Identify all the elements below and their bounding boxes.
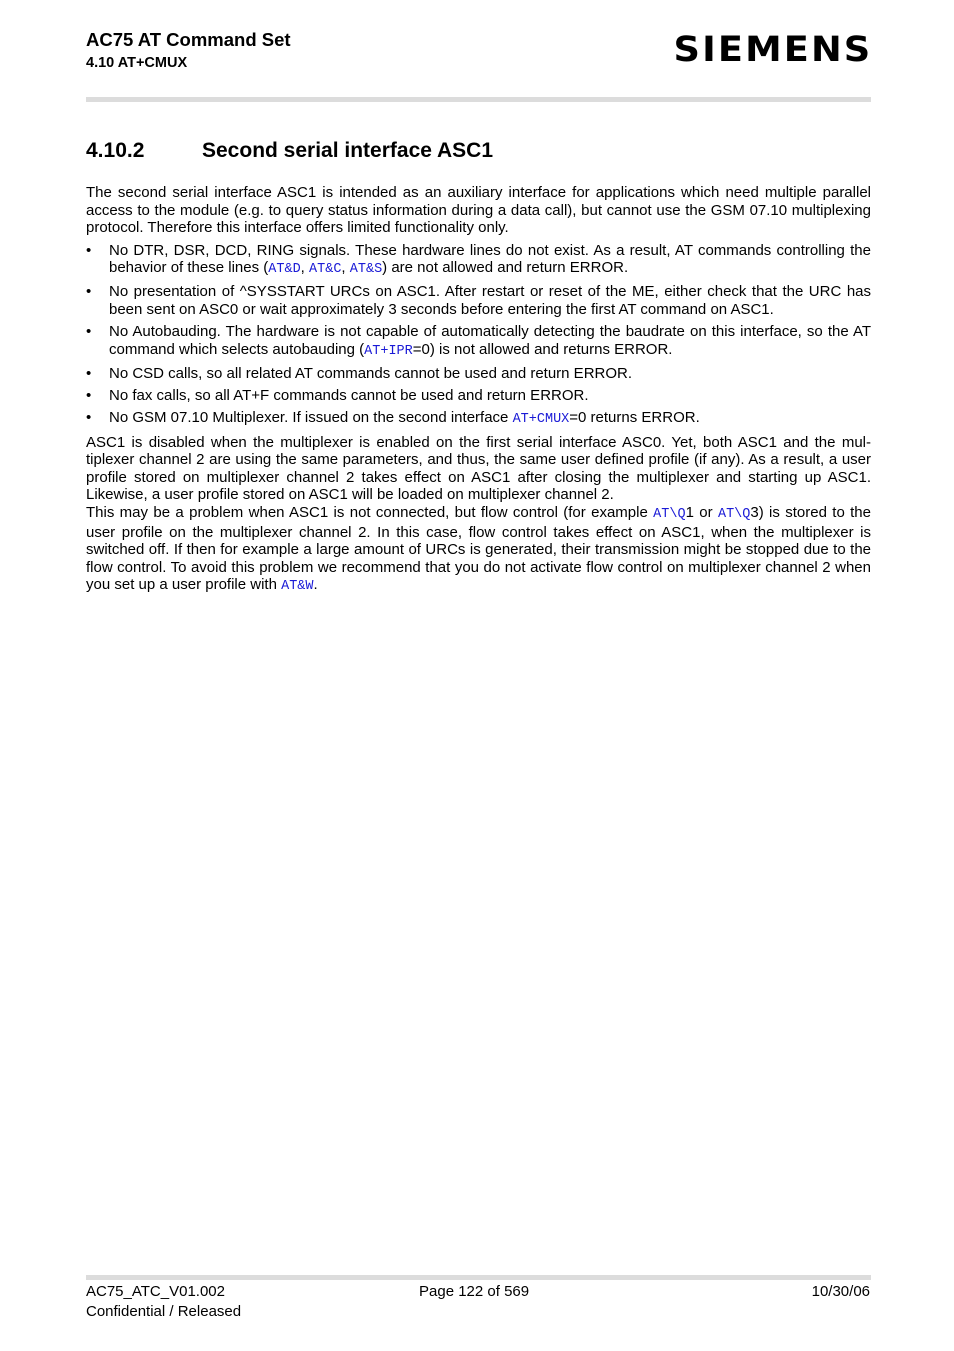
body-content	[86, 184, 871, 596]
footer-page-number: Page 122 of 569	[419, 1283, 530, 1300]
restriction-list	[86, 242, 871, 429]
intro-paragraph: The second serial interface ASC1 is intended as an auxiliary interface for applications which need multiple parallel access to the module (e.g. to query status information during a data call), but cannot use the GSM 07.10 multiplexing protocol. Therefore this interface offers limited functionality only.	[86, 184, 871, 237]
at-d-link[interactable]: AT&D	[268, 262, 301, 278]
at-q-link[interactable]: AT\Q	[717, 507, 751, 522]
list-item: • No DTR, DSR, DCD, RING signals. These hardware lines do not exist. As a result, AT commands controlling the behavior of these lines (AT&D, AT&C, AT&S) are not allowed and return ERROR.	[86, 241, 871, 278]
at-ipr-link[interactable]: AT+IPR	[364, 343, 413, 359]
at-cmux-link[interactable]: AT+CMUX	[512, 412, 570, 428]
flow-control-paragraph: This may be a problem when ASC1 is not connected, but flow control (for example AT\Q1 or AT\Q3) is stored to the user profile on the multiplexer channel 2. In this case, flow control takes effect on ASC1, when the multiplexer is switched off. If then for example a large amount of URCs is generated, their transmission might be stopped due to the flow control. To avoid this problem we recommend that you do not activate flow control on multiplexer channel 2 when you set up a user profile with AT&W.	[86, 504, 871, 595]
section-number: 4.10.2	[86, 139, 145, 162]
at-s-link[interactable]: AT&S	[349, 262, 383, 278]
list-item: • No CSD calls, so all related AT commands cannot be used and return ERROR.	[86, 364, 633, 382]
list-item: • No fax calls, so all AT+F commands cannot be used and return ERROR.	[86, 386, 589, 404]
header-divider	[86, 97, 871, 102]
footer-doc-id: AC75_ATC_V01.002	[86, 1283, 225, 1300]
document-title: AC75 AT Command Set	[86, 29, 291, 50]
siemens-logo: SIEMENS	[673, 30, 872, 70]
list-item: • No presentation of ^SYSSTART URCs on ASC1. After restart or reset of the ME, either check that the URC has been sent on ASC0 or wait approximately 3 seconds before entering the first AT command on ASC1.	[86, 283, 871, 319]
asc1-multiplexer-paragraph: ASC1 is disabled when the multiplexer is enabled on the first serial interface ASC0. Yet, both ASC1 and the multiplexer channel 2 are using the same parameters, and thus, the same user defined profile (if any). As a result, a user profile stored on multiplexer channel 2 takes effect on ASC1 after closing the multiplexer and starting up ASC1. Likewise, a user profile stored on ASC1 will be loaded on multiplexer channel 2.	[86, 433, 871, 504]
footer-status: Confidential / Released	[86, 1303, 242, 1320]
footer-date: 10/30/06	[811, 1283, 870, 1300]
at-w-link[interactable]: AT&W	[281, 579, 314, 595]
list-item: • No Autobauding. The hardware is not capable of automatically detecting the baudrate on this interface, so the AT command which selects autobauding (AT+IPR=0) is not allowed and returns ERROR.	[86, 323, 871, 359]
footer-divider	[86, 1275, 871, 1280]
at-q-link[interactable]: AT\Q	[653, 507, 686, 522]
section-heading	[86, 139, 493, 163]
chapter-subtitle: 4.10 AT+CMUX	[86, 55, 188, 71]
section-title: Second serial interface ASC1	[202, 139, 494, 162]
at-c-link[interactable]: AT&C	[309, 262, 342, 278]
list-item: • No GSM 07.10 Multiplexer. If issued on the second interface AT+CMUX=0 returns ERROR.	[86, 409, 700, 428]
